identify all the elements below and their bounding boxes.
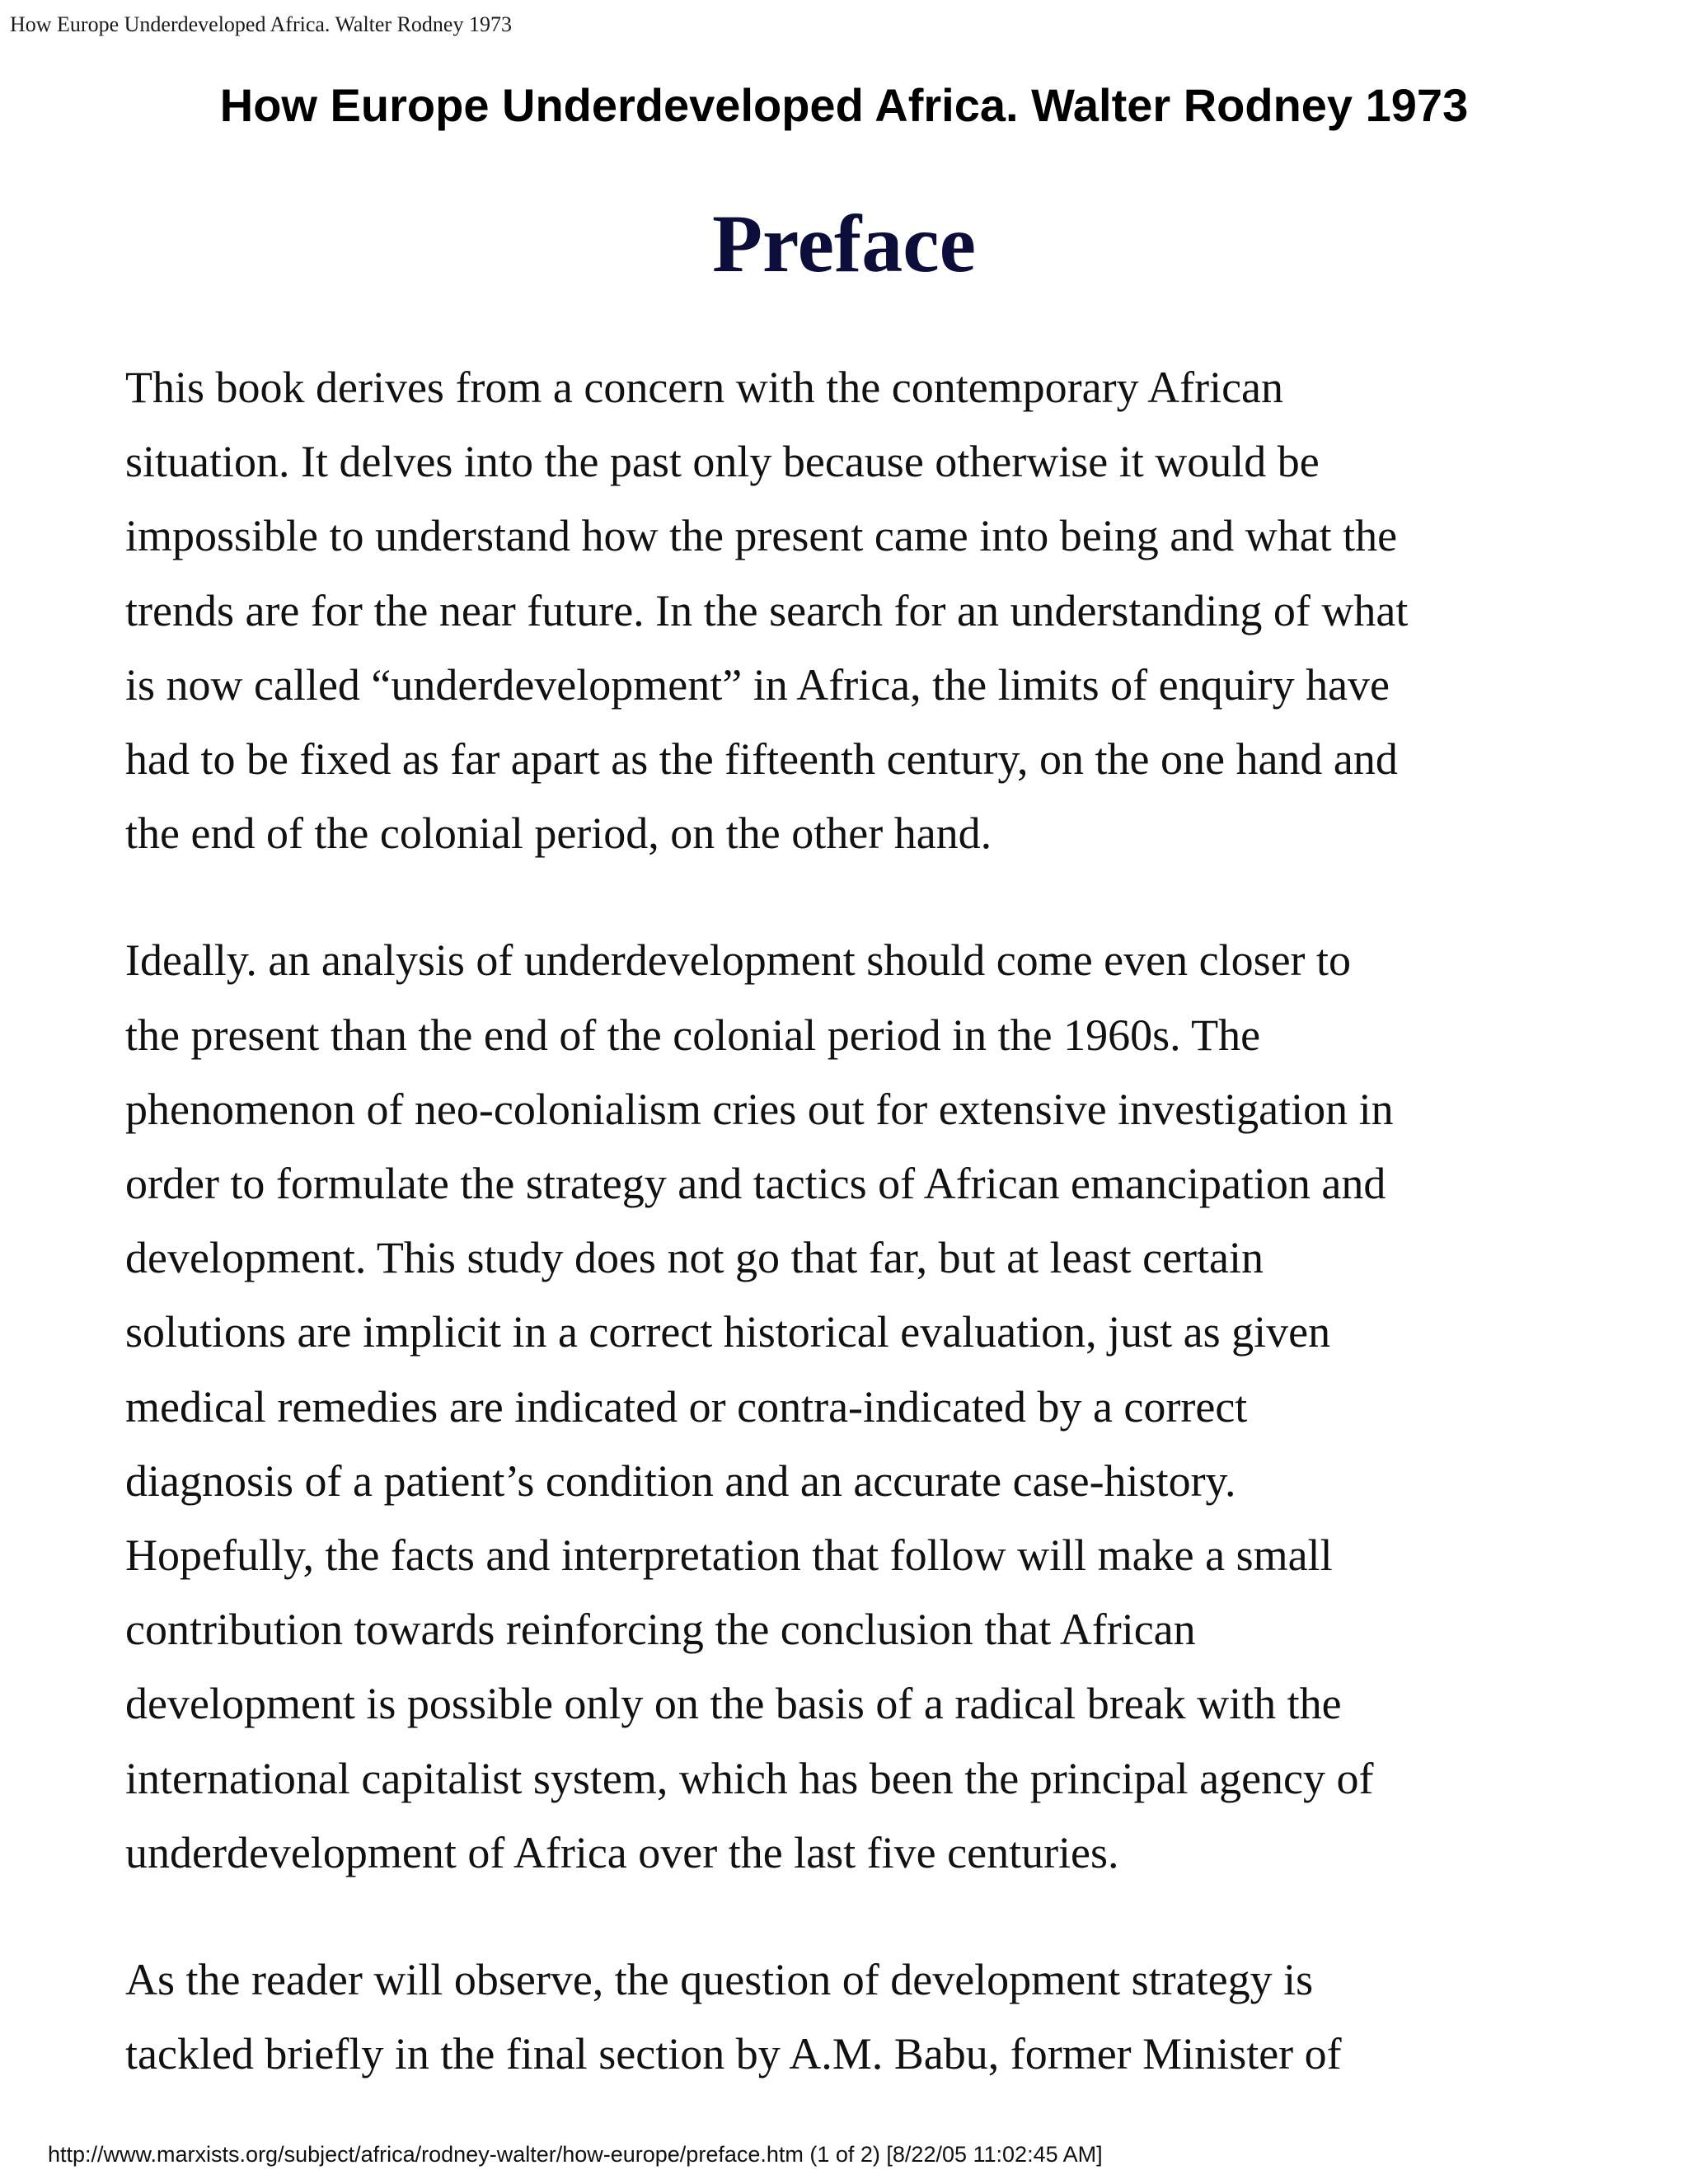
text-line: international capitalist system, which has been the principal agency of bbox=[125, 1753, 1374, 1803]
text-line: solutions are implicit in a correct historical evaluation, just as given bbox=[125, 1307, 1331, 1357]
preface-body bbox=[125, 350, 1576, 2144]
text-line: the present than the end of the colonial period in the 1960s. The bbox=[125, 1010, 1261, 1060]
text-line: order to formulate the strategy and tactics of African emancipation and bbox=[125, 1159, 1386, 1209]
text-line: Ideally. an analysis of underdevelopment should come even closer to bbox=[125, 935, 1352, 986]
text-line: This book derives from a concern with the contemporary African bbox=[125, 363, 1284, 412]
paragraph-1 bbox=[125, 350, 1576, 870]
text-line: diagnosis of a patient’s condition and an accurate case-history. bbox=[125, 1455, 1236, 1506]
text-line: the end of the colonial period, on the other hand. bbox=[125, 808, 992, 859]
print-footer-url: http://www.marxists.org/subject/africa/rodney-walter/how-europe/preface.htm (1 of 2) [8/22/05 11:02:45 AM] bbox=[48, 2142, 1103, 2167]
text-line: had to be fixed as far apart as the fifteenth century, on the one hand and bbox=[125, 734, 1398, 785]
paragraph-3 bbox=[125, 1943, 1576, 2091]
text-line: tackled briefly in the final section by A.M. Babu, former Minister of bbox=[125, 2029, 1342, 2079]
text-line: development is possible only on the basis of a radical break with the bbox=[125, 1679, 1342, 1729]
text-line: is now called “underdevelopment” in Africa, the limits of enquiry have bbox=[125, 659, 1390, 710]
text-line: trends are for the near future. In the search for an understanding of what bbox=[125, 585, 1409, 635]
text-line: impossible to understand how the present came into being and what the bbox=[125, 511, 1398, 561]
preface-heading: Preface bbox=[711, 198, 977, 289]
print-header: How Europe Underdeveloped Africa. Walter Rodney 1973 bbox=[10, 12, 512, 36]
text-line: situation. It delves into the past only because otherwise it would be bbox=[125, 437, 1320, 487]
text-line: contribution towards reinforcing the conclusion that African bbox=[125, 1605, 1196, 1655]
text-line: medical remedies are indicated or contra-indicated by a correct bbox=[125, 1381, 1248, 1432]
text-line: phenomenon of neo-colonialism cries out for extensive investigation in bbox=[125, 1084, 1394, 1134]
text-line: As the reader will observe, the question of development strategy is bbox=[125, 1955, 1314, 2005]
text-line: Hopefully, the facts and interpretation that follow will make a small bbox=[125, 1530, 1333, 1581]
text-line: underdevelopment of Africa over the last five centuries. bbox=[125, 1827, 1119, 1877]
paragraph-2 bbox=[125, 923, 1576, 1890]
document-title: How Europe Underdeveloped Africa. Walter Rodney 1973 bbox=[219, 79, 1469, 131]
text-line: development. This study does not go that far, but at least certain bbox=[125, 1233, 1264, 1283]
